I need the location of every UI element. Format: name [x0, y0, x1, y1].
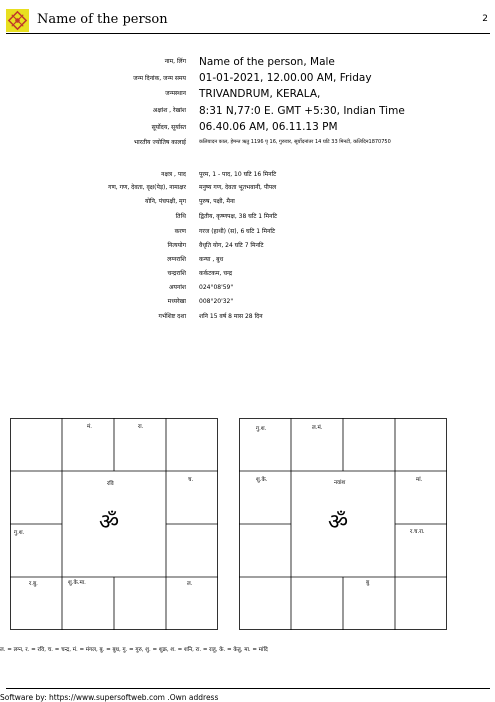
panchang-label: चन्द्रराशि — [167, 270, 186, 277]
panchang-value: कन्या , बुध — [199, 256, 224, 263]
panchang-value: 008°20'32" — [199, 298, 234, 305]
om-symbol: ॐ — [99, 510, 120, 535]
om-symbol: ॐ — [328, 510, 349, 535]
detail-label: भारतीय ज्योतिष कालाई — [133, 139, 186, 146]
panchang-label: लग्नराशि — [167, 256, 186, 263]
house-label: गु.श. — [14, 530, 25, 536]
house-label: ल.मं. — [312, 425, 323, 431]
house-label: र.च.रा. — [410, 529, 425, 535]
footer-divider — [6, 688, 490, 689]
center-label: नवांश — [334, 480, 346, 486]
house-label: ल. — [187, 581, 193, 587]
panchang-value: 024°08'59" — [199, 284, 234, 291]
panchang-label: नित्ययोग — [167, 242, 186, 249]
panchang-label: अयनांश — [168, 284, 186, 291]
page-number: 2 — [482, 14, 488, 24]
detail-value: 8:31 N,77:0 E. GMT +5:30, Indian Time — [199, 105, 405, 117]
kerala-logo-icon — [6, 9, 29, 32]
panchang-value: पूरम, 1 - पाद, 10 घटि 16 मिनटि — [199, 171, 277, 178]
detail-value: TRIVANDRUM, KERALA, — [199, 88, 321, 100]
panchang-value: शनि 15 वर्ष 8 मास 28 दिन — [199, 313, 263, 320]
page-title: Name of the person — [37, 12, 168, 27]
panchang-label: नक्षत्र , पाद — [161, 171, 186, 178]
house-label: रा. — [138, 424, 144, 430]
house-label: शु.के. — [256, 477, 268, 483]
detail-label: सूर्योदय, सूर्यास्त — [151, 124, 186, 131]
detail-label: जन्म दिनांक, जन्म समय — [133, 75, 186, 82]
panchang-label: योनि, पंचपक्षी, मृग — [145, 198, 186, 205]
center-label: रवि — [107, 481, 114, 487]
panchang-value: कर्कटकम, चन्द्र — [199, 270, 233, 277]
rasi-chart — [10, 418, 242, 630]
panchang-value: गरज (हाथी) (स), 6 घटि 1 मिनटि — [199, 228, 275, 235]
detail-value: कलियादन काल, हेमन्त ऋतु 1196 पृ 16, गुरुवार, सूर्योदनांतर 14 घटि 33 मिनटी, कलिदिन1870750 — [199, 139, 391, 145]
detail-value: 06.40.06 AM, 06.11.13 PM — [199, 121, 338, 133]
planet-legend: ल. = लग्न, र. = रवि, च. = चन्द्र, मं. = मंगल, बु. = बुध, गु. = गुरु, शु. = शुक्र, श. = शनि, रा. = राहु, के. = केतु, मा. = मांदि — [0, 647, 268, 653]
house-label: बु — [366, 580, 370, 586]
page-header — [0, 0, 495, 33]
panchang-value: मनुष्य गण, देवता भूतभवानी, पीपल — [199, 184, 277, 191]
house-label: शु.के.मा. — [68, 580, 86, 586]
panchang-label: मध्यरेखा — [167, 298, 186, 305]
house-label: मं. — [87, 424, 93, 430]
panchang-value: वैधृति योग, 24 घटि 7 मिनटि — [199, 242, 264, 249]
house-label: र.बु. — [29, 581, 38, 587]
panchang-label: गर्भशिष्ट दशा — [158, 313, 186, 320]
panchang-label: तिथि — [175, 213, 186, 220]
house-label: गु.श. — [256, 426, 267, 432]
navamsa-chart — [239, 418, 471, 630]
detail-value: Name of the person, Male — [199, 56, 335, 68]
panchang-value: पुरुष, पक्षी, मैना — [199, 198, 235, 205]
panchang-label: करण — [174, 228, 186, 235]
header-divider — [6, 33, 490, 34]
panchang-value: द्वितीय, कृष्णपक्ष, 38 घटि 1 मिनटि — [199, 213, 278, 220]
detail-value: 01-01-2021, 12.00.00 AM, Friday — [199, 72, 372, 84]
detail-label: नाम, लिंग — [164, 58, 186, 65]
footer-text: Software by: https://www.supersoftweb.com .Own address — [0, 693, 219, 702]
detail-label: अक्षांश , रेखांश — [152, 107, 186, 114]
house-label: च. — [188, 477, 194, 483]
house-label: मां. — [416, 477, 423, 483]
panchang-label: गण, गण, देवता, वृक्ष(पेड़), नामाक्षर — [108, 184, 186, 191]
detail-label: जन्मस्थान — [165, 90, 186, 97]
